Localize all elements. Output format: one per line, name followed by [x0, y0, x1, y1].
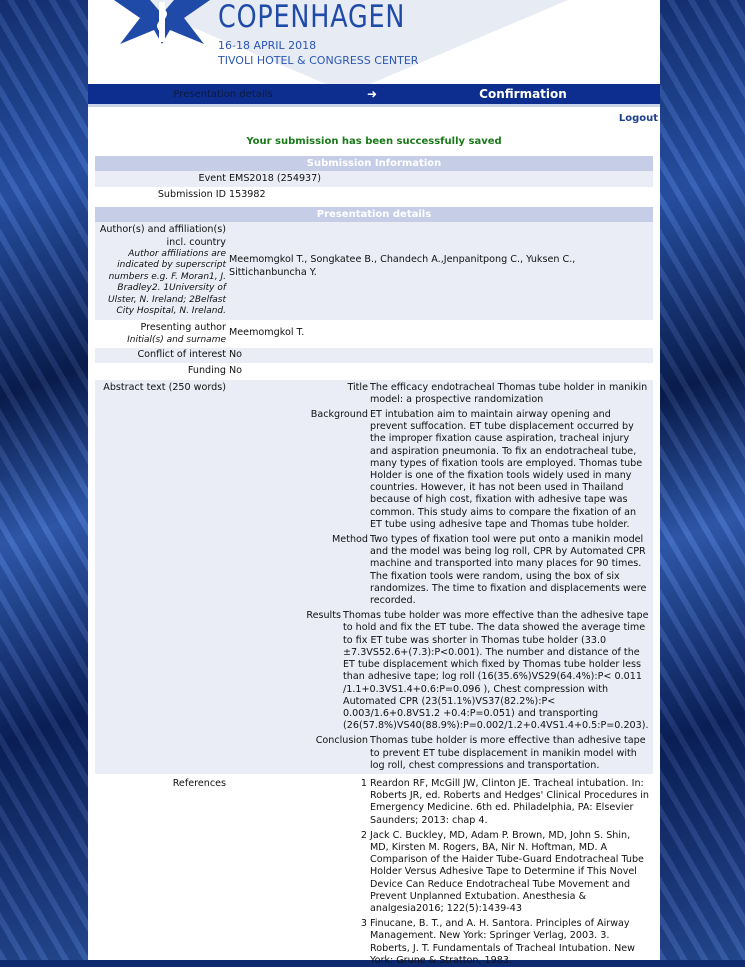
reference-text: Finucane, B. T., and A. H. Santora. Principles of Airway Management. New York: Springer Verlag, 2003. 3. Roberts, J. T. Fundamentals of Tracheal Intubation. New York: Grune & Stratton, 1983. [370, 918, 635, 966]
logout-bar [88, 104, 660, 124]
presenting-author-row [95, 320, 653, 348]
authors-row [95, 222, 653, 319]
abstract-results: Thomas tube holder was more effective than the adhesive tape to hold and fix the ET tube. The data showed the average time to fix ET tube was shorter in Thomas tube holder (33.0 ±7.3VS52.6+(7.3):P<0.001). The number and distance of the ET tube displacement which fixed by Thomas tube holder less than adhesive tape; log roll (16(35.6%)VS29(64.4%):P< 0.011 /1.1+0.3VS1.4+0.6:P=0.096 ), Chest compression with Automated CPR (23(51.1%)VS37(82.2%):P< 0.003/1.6+0.8VS1.2 +0.4:P=0.051) and transporting (26(57.8%)VS40(88.9%):P=0.002/1.2+0.4VS1.4+0.5:P=0.203). [343, 610, 649, 732]
authors-value: Meemomgkol T., Songkatee B., Chandech A.,Jenpanitpong C., Yuksen C., Sittichanbuncha Y. [229, 254, 576, 278]
authors-label-line-1: Author(s) and affiliation(s) [99, 224, 226, 236]
reference-text: Reardon RF, McGill JW, Clinton JE. Tracheal intubation. In: Roberts JR, ed. Roberts and Hedges' Clinical Procedures in Emergency Medicine. 6th ed. Philadelphia, PA: Elsevier Saunders; 2013: chap 4. [370, 777, 650, 826]
abstract-background-row [95, 409, 653, 531]
reference-text: Jack C. Buckley, MD, Adam P. Brown, MD, John S. Shin, MD, Kirsten M. Rogers, BA, Nir N. Hoftman, MD. A Comparison of the Haider Tube-Guard Endotracheal Tube Holder Versus Adhesive Tape to Determine if This Novel Device Can Reduce Endotracheal Tube Movement and Prevent Unplanned Extubation. Anesthesia & analgesia2016; 122(5):1439-43 [370, 829, 644, 914]
background-photo-right [660, 0, 745, 960]
abstract-method-label: Method [332, 534, 368, 546]
conference-banner [88, 0, 660, 84]
authors-label [95, 224, 229, 317]
conflict-label: Conflict of interest [137, 349, 226, 361]
submission-id-value: 153982 [229, 189, 266, 201]
references-row [95, 774, 653, 967]
abstract-row [95, 380, 653, 774]
abstract-method: Two types of fixation tool were put onto a manikin model and the model was being log roll, CPR by Automated CPR machine and transported into many places for 90 times. The fixation tools were random, using the box of six randomizes. The time to fixation and displacements were recorded. [370, 534, 647, 607]
funding-value: No [229, 365, 243, 377]
abstract-conclusion-row [95, 735, 653, 772]
background-photo-left [0, 0, 88, 960]
reference-item [95, 918, 653, 967]
funding-row [95, 363, 653, 379]
presentation-details-heading: Presentation details [95, 207, 653, 222]
logout-link[interactable]: Logout [618, 113, 658, 124]
conference-date: 16-18 APRIL 2018 [218, 39, 317, 52]
conference-city: COPENHAGEN [218, 0, 406, 35]
conference-venue: TIVOLI HOTEL & CONGRESS CENTER [218, 54, 419, 67]
abstract-method-row [95, 534, 653, 607]
abstract-results-row [95, 610, 653, 732]
event-row [95, 171, 653, 187]
conflict-row [95, 348, 653, 363]
abstract-content [95, 380, 653, 774]
star-of-life-logo-icon [114, 0, 210, 44]
submission-page [88, 0, 660, 966]
abstract-title-label: Title [347, 381, 368, 393]
presenting-author-value: Meemomgkol T. [229, 326, 305, 338]
submission-content [95, 156, 653, 967]
presenting-author-label-text: Presenting author [140, 321, 226, 333]
authors-label-line-2: incl. country [166, 236, 226, 248]
references-label: References [172, 777, 226, 789]
step-confirmation: Confirmation [479, 87, 567, 101]
progress-steps [88, 84, 660, 104]
abstract-label: Abstract text (250 words) [103, 381, 226, 393]
references-list [95, 778, 653, 967]
submission-info-heading: Submission Information [95, 156, 653, 171]
abstract-results-label: Results [306, 610, 341, 622]
authors-note: Author affiliations are indicated by superscript numbers e.g. F. Moran1, J. Bradley2. 1University of Ulster, N. Ireland; 2Belfast City Hospital, N. Ireland. [108, 248, 226, 317]
presenting-author-note: Initial(s) and surname [127, 335, 226, 346]
event-value: EMS2018 (254937) [229, 173, 322, 184]
conflict-value: No [229, 349, 243, 361]
reference-number: 1 [360, 777, 367, 789]
abstract-background-label: Background [310, 409, 368, 421]
step-presentation-details[interactable]: Presentation details [173, 88, 273, 100]
abstract-conclusion-label: Conclusion [315, 735, 368, 747]
event-label: Event [198, 173, 226, 184]
abstract-background: ET intubation aim to maintain airway opening and prevent suffocation. ET tube displacement occurred by the improper fixation cause aspiration, tracheal injury and aspiration pneumonia. To fix an endotracheal tube, many types of fixation tools are employed. Thomas tube Holder is one of the fixation tools widely used in many countries. However, it has not been used in Thailand because of high cost, fixation with adhesive tape was common. This study aims to compare the fixation of an ET tube using adhesive tape and Thomas tube holder. [370, 409, 643, 530]
submission-id-label: Submission ID [157, 189, 226, 201]
reference-item [95, 830, 653, 915]
reference-number: 3 [360, 918, 367, 930]
abstract-conclusion: Thomas tube holder is more effective than adhesive tape to prevent ET tube displacement in manikin model with log roll, chest compressions and transportation. [370, 735, 646, 771]
arrow-right-icon: ➜ [366, 87, 378, 101]
success-message: Your submission has been successfully saved [246, 136, 502, 147]
submission-id-row [95, 187, 653, 204]
presenting-author-label [95, 322, 229, 346]
abstract-title: The efficacy endotracheal Thomas tube holder in manikin model: a prospective randomization [370, 381, 648, 405]
funding-label: Funding [187, 365, 226, 377]
reference-number: 2 [360, 829, 367, 841]
